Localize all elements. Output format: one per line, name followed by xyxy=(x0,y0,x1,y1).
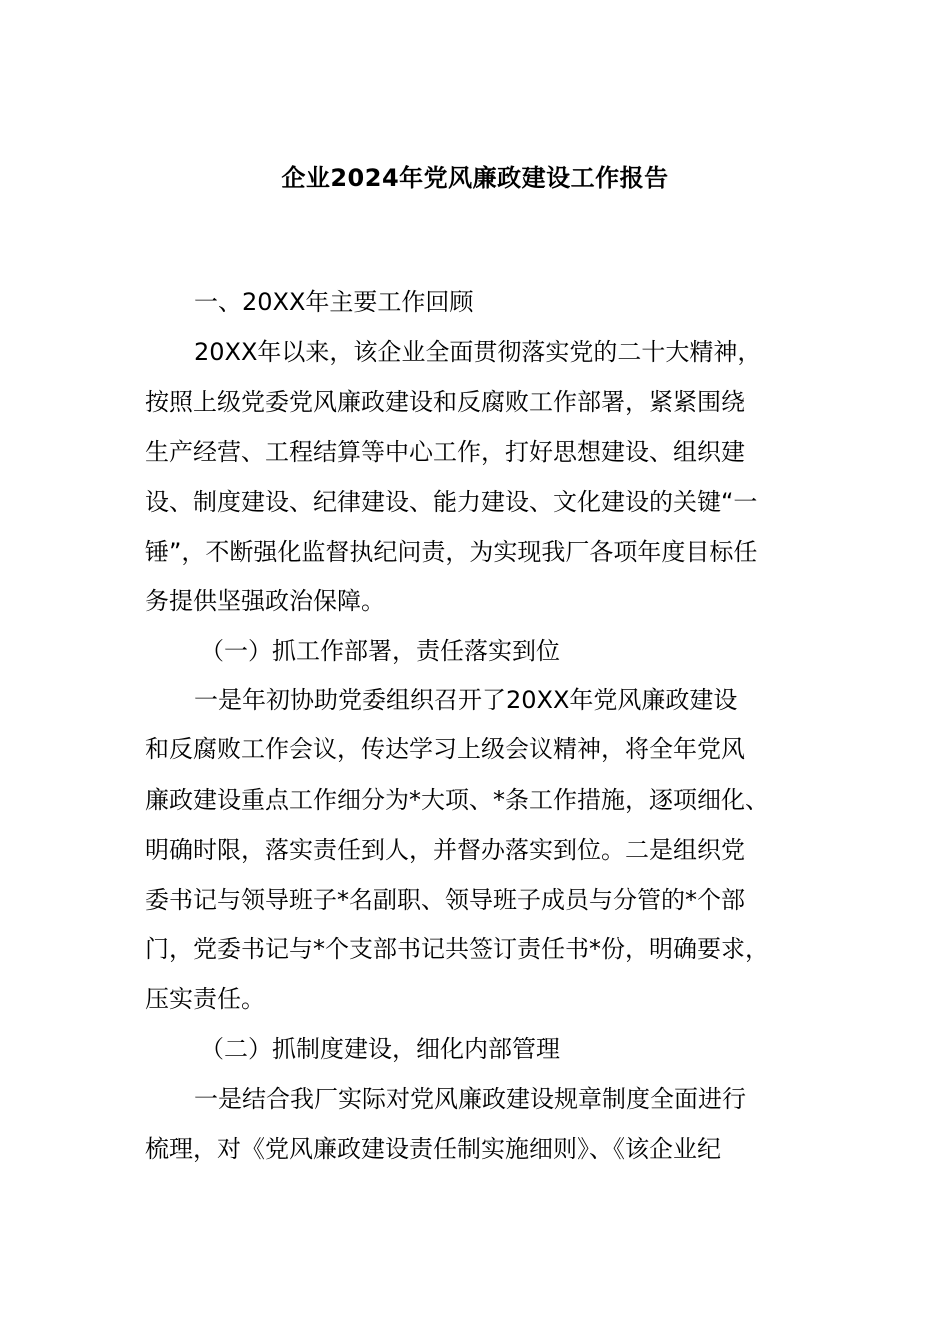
paragraph-line: 梳理，对《党风廉政建设责任制实施细则》、《该企业纪 xyxy=(145,1135,721,1163)
paragraph-line: 务提供坚强政治保障。 xyxy=(145,587,385,615)
subsection-heading: （二）抓制度建设，细化内部管理 xyxy=(200,1035,560,1063)
paragraph-line: 按照上级党委党风廉政建设和反腐败工作部署，紧紧围绕 xyxy=(145,388,745,416)
document-title: 企业2024年党风廉政建设工作报告 xyxy=(281,164,669,192)
paragraph-line: 一是年初协助党委组织召开了20XX年党风廉政建设 xyxy=(194,686,738,714)
paragraph-line: 生产经营、工程结算等中心工作，打好思想建设、组织建 xyxy=(145,438,745,466)
paragraph-line: 设、制度建设、纪律建设、能力建设、文化建设的关键“一 xyxy=(145,488,758,516)
paragraph-line: 锤”，不断强化监督执纪问责，为实现我厂各项年度目标任 xyxy=(145,538,758,566)
paragraph-line: 廉政建设重点工作细分为*大项、*条工作措施，逐项细化、 xyxy=(145,786,769,814)
paragraph-line: 压实责任。 xyxy=(145,985,265,1013)
paragraph-line: 委书记与领导班子*名副职、领导班子成员与分管的*个部 xyxy=(145,886,745,914)
subsection-heading: （一）抓工作部署，责任落实到位 xyxy=(200,637,560,665)
section-heading: 一、20XX年主要工作回顾 xyxy=(194,288,474,316)
paragraph-line: 一是结合我厂实际对党风廉政建设规章制度全面进行 xyxy=(194,1085,746,1113)
paragraph-line: 门，党委书记与*个支部书记共签订责任书*份，明确要求， xyxy=(145,935,769,963)
paragraph-line: 和反腐败工作会议，传达学习上级会议精神，将全年党风 xyxy=(145,735,745,763)
paragraph-line: 明确时限，落实责任到人，并督办落实到位。二是组织党 xyxy=(145,836,745,864)
paragraph-line: 20XX年以来，该企业全面贯彻落实党的二十大精神， xyxy=(194,338,762,366)
